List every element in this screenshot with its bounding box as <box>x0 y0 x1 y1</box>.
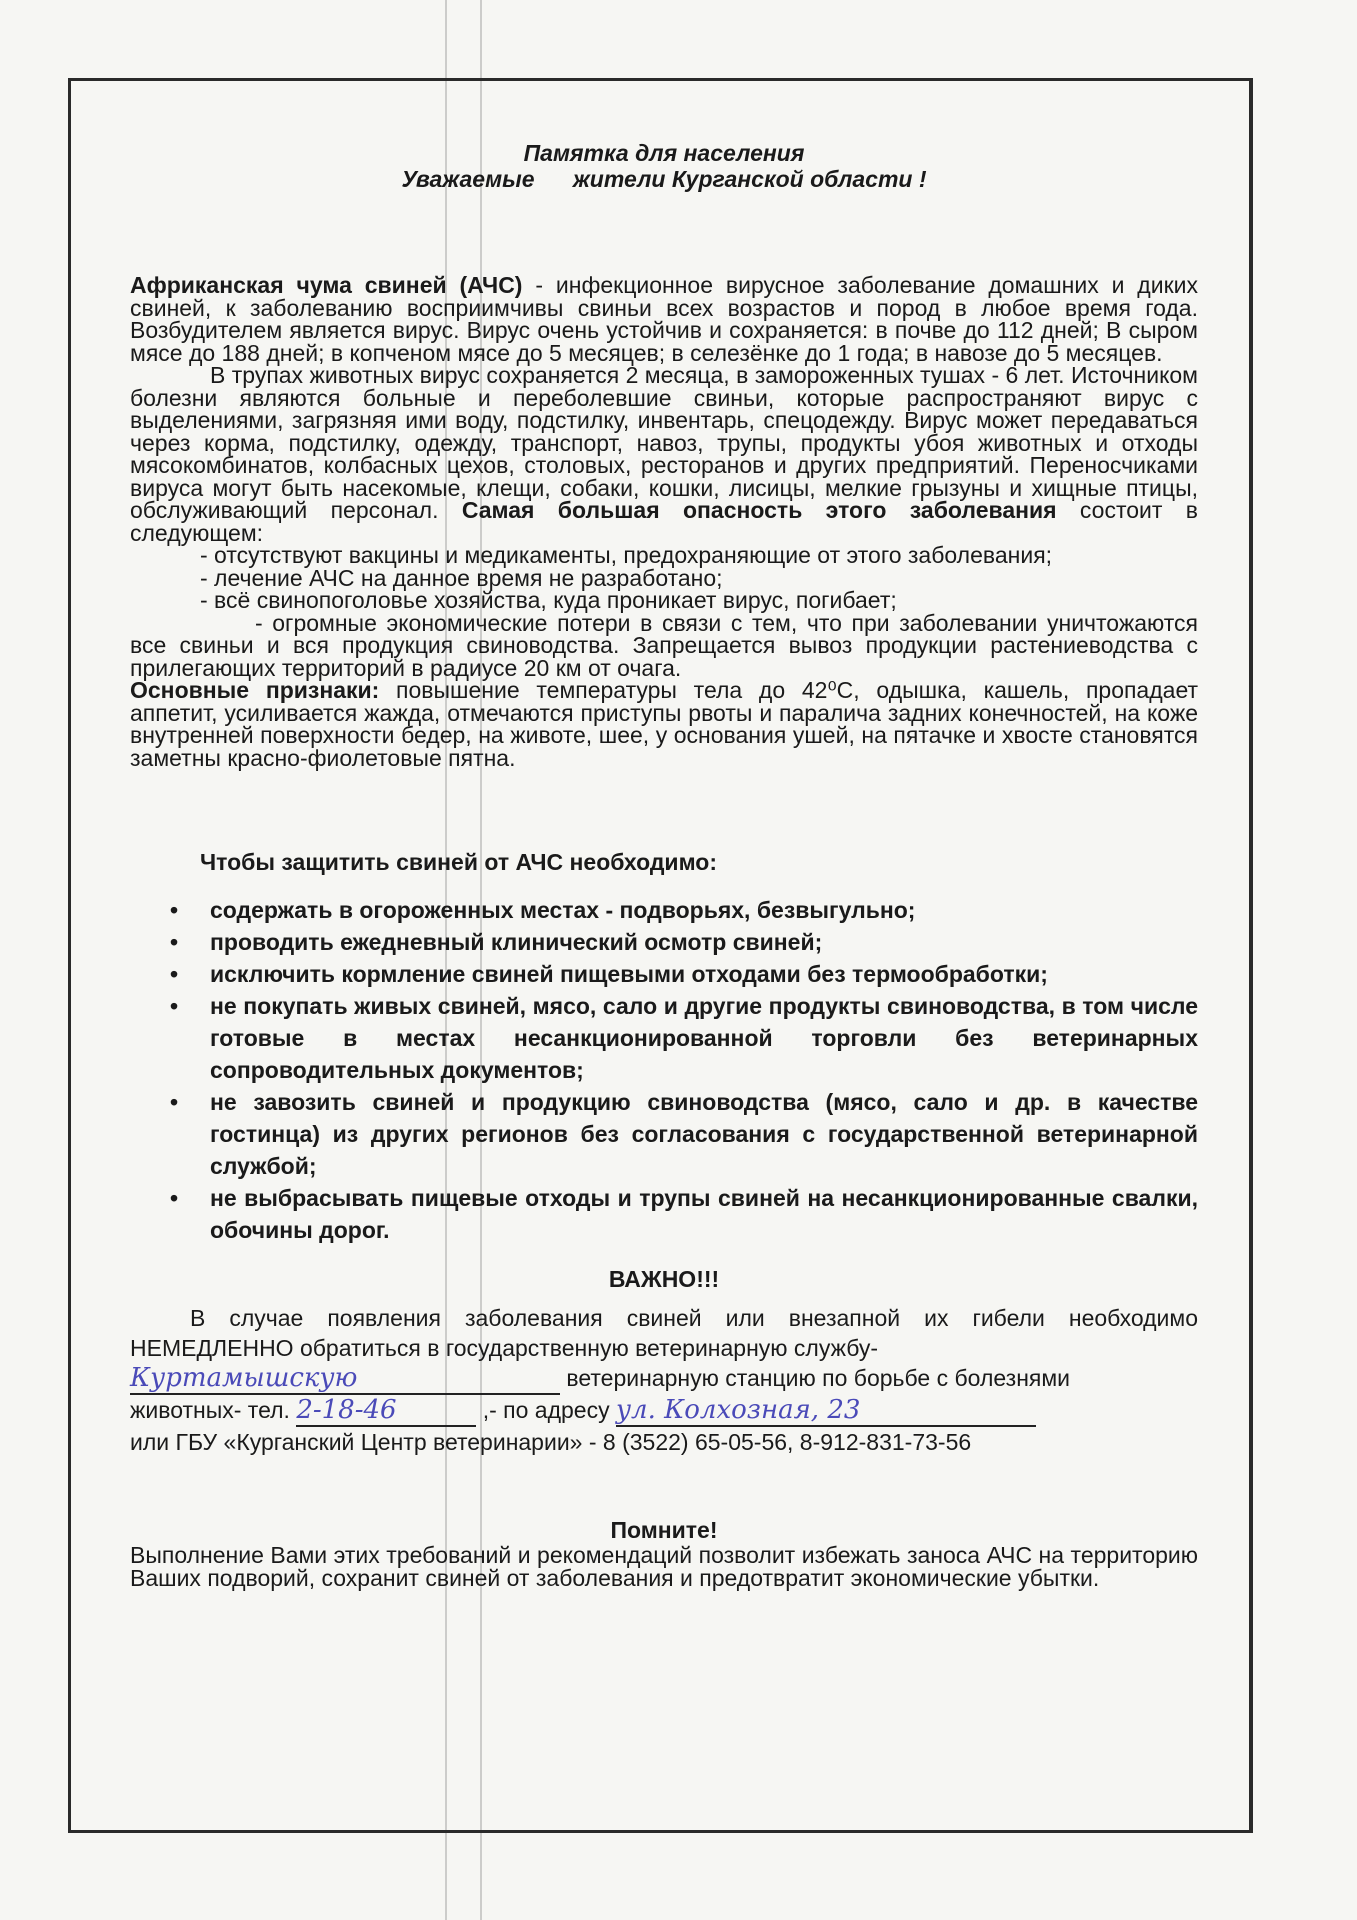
bullet-icon: • <box>170 961 179 987</box>
contact-station-text: ветеринарную станцию по борьбе с болезнями <box>560 1365 1071 1391</box>
handwritten-station: Куртамышскую <box>130 1363 560 1395</box>
spread-paragraph <box>130 364 1198 544</box>
contact-line-3 <box>130 1395 1198 1427</box>
header-title: Памятка для населения <box>523 140 805 166</box>
signs-paragraph <box>130 679 1198 769</box>
list-item <box>130 926 1198 958</box>
remember-title: Помните! <box>610 1517 718 1543</box>
bullet-icon: • <box>170 1185 179 1211</box>
danger-item: - всё свинопоголовье хозяйства, куда проникает вирус, погибает; <box>200 587 897 613</box>
intro-paragraph <box>130 274 1198 364</box>
list-item <box>130 1086 1198 1182</box>
contact-block <box>130 1303 1198 1457</box>
handwritten-phone: 2-18-46 <box>296 1395 476 1427</box>
danger-item: - лечение АЧС на данное время не разработано; <box>200 564 723 591</box>
bullet-icon: • <box>170 897 179 923</box>
bullet-icon: • <box>170 993 179 1019</box>
list-item-text: не покупать живых свиней, мясо, сало и другие продукты свиноводства, в том числе готовые в местах несанкционированной торговли без ветеринарных сопроводительных документов; <box>210 993 1198 1083</box>
bullet-icon: • <box>170 929 179 955</box>
document-header <box>130 140 1198 192</box>
intro-text: - инфекционное вирусное заболевание домашних и диких свиней, к заболеванию восприимчивы свиньи всех возрастов и пород в любое время года. Возбудителем является вирус. Вирус очень устойчив и сохраняется: в почве до 112 дней; В сыром мясе до 188 дней; в копченом мясе до 5 месяцев; в селезёнке до 1 года; в навозе до 5 месяцев. <box>130 272 1198 366</box>
important-heading: ВАЖНО!!! <box>608 1266 720 1292</box>
header-greeting: Уважаемые жители Курганской области ! <box>401 166 927 192</box>
list-item-text: не завозить свиней и продукцию свиноводства (мясо, сало и др. в качестве гостинца) из других регионов без согласования с государственной ветеринарной службой; <box>210 1089 1198 1179</box>
protect-list <box>130 894 1198 1246</box>
signs-label: Основные признаки: <box>130 677 380 703</box>
signs-text: повышение температуры тела до 42⁰С, одышка, кашель, пропадает аппетит, усиливается жажда, отмечаются приступы рвоты и паралича задних конечностей, на коже внутренней поверхности бедер, на животе, шее, у основания ушей, на пятачке и хвосте становятся заметны красно-фиолетовые пятна. <box>130 677 1198 771</box>
contact-address-label: ,- по адресу <box>476 1397 616 1423</box>
contact-phone-label: животных- тел. <box>130 1397 297 1423</box>
contact-line-1: В случае появления заболевания свиней или внезапной их гибели необходимо НЕМЕДЛЕННО обратиться в государственную ветеринарную службу- <box>130 1305 1198 1361</box>
list-item <box>130 894 1198 926</box>
document-body <box>130 140 1198 1589</box>
contact-line-2 <box>130 1363 1198 1395</box>
list-item-text: не выбрасывать пищевые отходы и трупы свиней на несанкционированные свалки, обочины дорог. <box>210 1185 1198 1243</box>
protect-title: Чтобы защитить свиней от АЧС необходимо: <box>200 849 717 875</box>
list-item <box>130 990 1198 1086</box>
contact-line-4: или ГБУ «Курганский Центр ветеринарии» - 8 (3522) 65-05-56, 8-912-831-73-56 <box>130 1429 972 1455</box>
intro-term: Африканская чума свиней (АЧС) <box>130 272 523 298</box>
remember-text: Выполнение Вами этих требований и рекомендаций позволит избежать заноса АЧС на территорию Ваших подворий, сохранит свиней от заболевания и предотвратит экономические убытки. <box>130 1542 1198 1591</box>
list-item <box>130 1182 1198 1246</box>
list-item-text: исключить кормление свиней пищевыми отходами без термообработки; <box>210 961 1048 987</box>
danger-item: - огромные экономические потери в связи с тем, что при заболевании уничтожаются все свиньи и вся продукция свиноводства. Запрещается вывоз продукции растениеводства с прилегающих территорий в радиусе 20 км от очага. <box>130 609 1198 681</box>
list-item-text: проводить ежедневный клинический осмотр свиней; <box>210 929 823 955</box>
bullet-icon: • <box>170 1089 179 1115</box>
danger-item: - отсутствуют вакцины и медикаменты, предохраняющие от этого заболевания; <box>200 542 1053 568</box>
handwritten-address: ул. Колхозная, 23 <box>616 1395 1036 1427</box>
list-item-text: содержать в огороженных местах - подворьях, безвыгульно; <box>210 897 916 923</box>
list-item <box>130 958 1198 990</box>
spread-text: В трупах животных вирус сохраняется 2 месяца, в замороженных тушах - 6 лет. Источником болезни являются больные и переболевшие свиньи, которые распространяют вирус с выделениями, загрязняя ими воду, подстилку, инвентарь, спецодежду. Вирус может передаваться через корма, подстилку, одежду, транспорт, навоз, трупы, продукты убоя животных и отходы мясокомбинатов, колбасных цехов, столовых, ресторанов и других предприятий. Переносчиками вируса могут быть насекомые, клещи, собаки, кошки, лисицы, мелкие грызуны и хищные птицы, обслуживающий персонал. <box>130 362 1198 523</box>
danger-heading: Самая большая опасность этого заболевания <box>461 497 1057 523</box>
danger-heading-tail: состоит в следующем: <box>130 497 1198 546</box>
